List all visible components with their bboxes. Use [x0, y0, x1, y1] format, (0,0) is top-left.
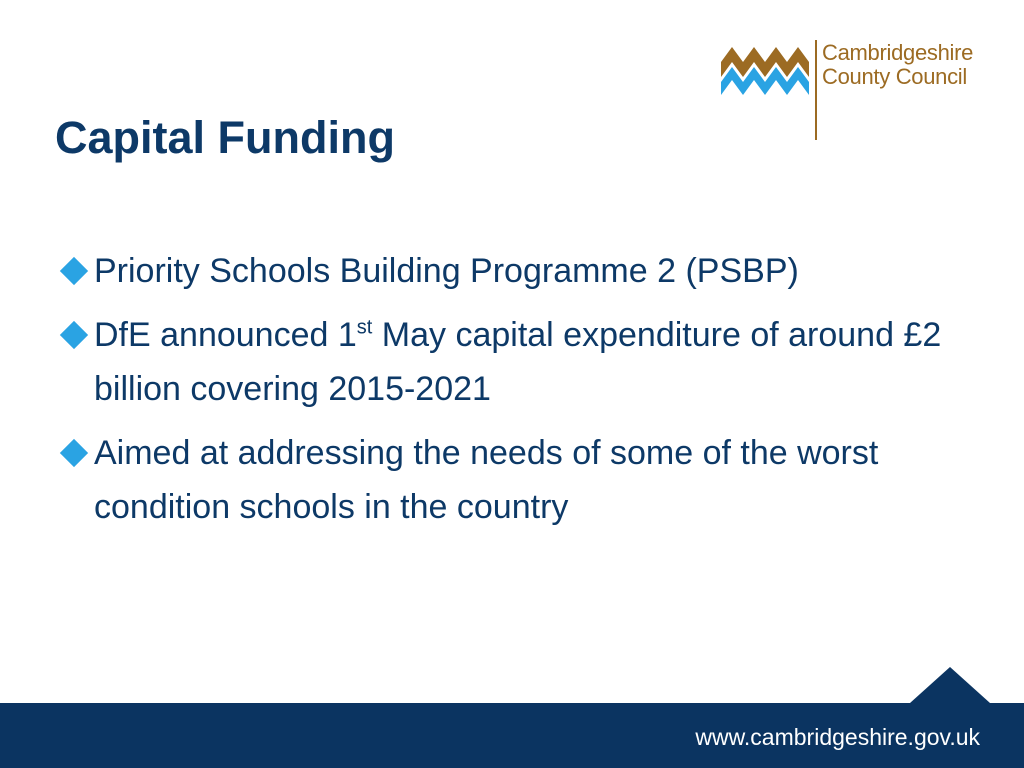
ordinal-suffix: st [356, 316, 373, 339]
bullet-text-end: May capital expenditure of around £2 billion covering 2015-2021 [94, 316, 942, 408]
bullet-text-start: DfE announced 1 [94, 316, 357, 354]
diamond-bullet-icon [60, 321, 88, 349]
slide-title: Capital Funding [55, 112, 395, 163]
diamond-bullet-icon [60, 439, 88, 467]
diamond-bullet-icon [60, 257, 88, 285]
bullet-list [60, 244, 960, 544]
bullet-text: Priority Schools Building Programme 2 (PSBP) [94, 252, 799, 290]
logo-line-2: County Council [822, 64, 967, 89]
logo-line-1: Cambridgeshire [822, 40, 974, 65]
bullet-item [60, 308, 960, 416]
cambridgeshire-logo [718, 40, 998, 142]
bullet-item [60, 426, 960, 534]
footer-tab [910, 667, 990, 703]
waves-logo-icon [718, 40, 818, 142]
logo-wordmark [822, 41, 973, 89]
bullet-text: Aimed at addressing the needs of some of the worst condition schools in the country [94, 434, 879, 526]
footer-url: www.cambridgeshire.gov.uk [695, 724, 980, 750]
bullet-item [60, 244, 960, 298]
